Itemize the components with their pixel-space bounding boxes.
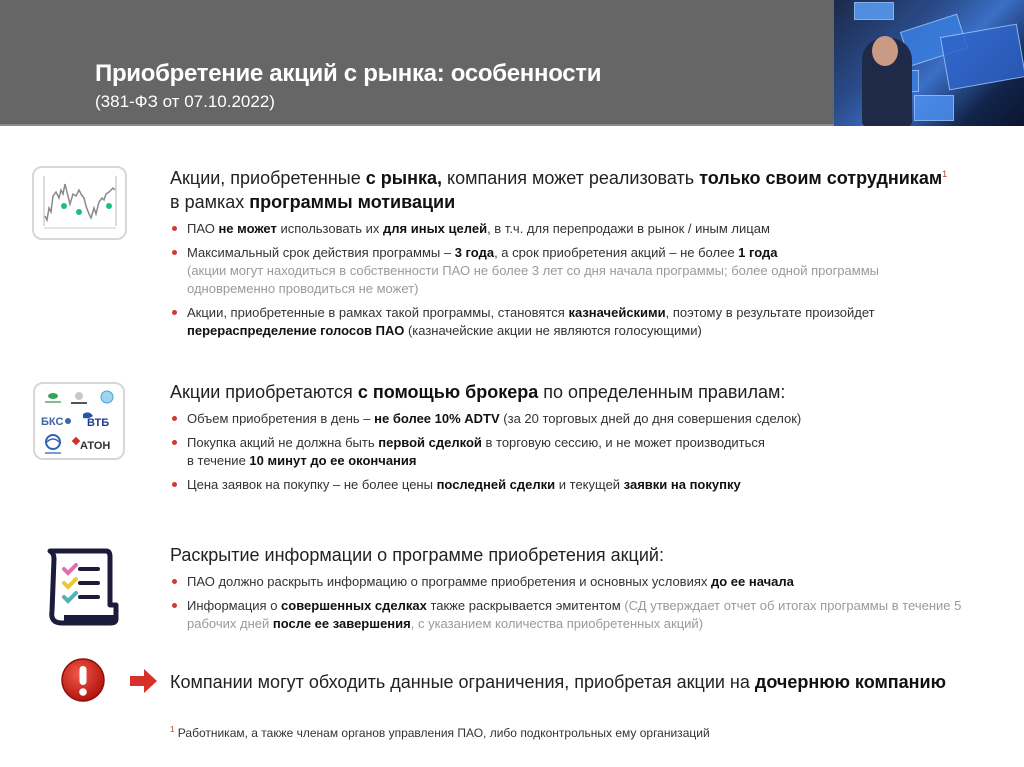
- emphasis-text: с помощью брокера: [357, 382, 539, 402]
- body-text: (казначейские акции не являются голосующими): [404, 323, 702, 338]
- emphasis-text: 10 минут до ее окончания: [249, 453, 417, 468]
- muted-note-text: (СД утверждает отчет об итогах программы в течение 5 рабочих дней: [187, 598, 962, 631]
- emphasis-text: программы мотивации: [249, 192, 456, 212]
- svg-text:БКС: БКС: [41, 416, 64, 428]
- body-text: Акции, приобретенные в рамках такой программы, становятся: [187, 305, 569, 320]
- section-market-acquisition: [170, 162, 960, 346]
- emphasis-text: заявки на покупку: [623, 477, 741, 492]
- emphasis-text: не более 10% ADTV: [374, 411, 500, 426]
- body-text: Объем приобретения в день –: [187, 411, 375, 426]
- exclamation-warning-icon: [60, 657, 106, 703]
- section-broker-rules: [170, 380, 960, 500]
- bullet-item: [170, 410, 960, 428]
- emphasis-text: для иных целей: [383, 221, 488, 236]
- footnote-text: Работникам, а также членам органов управления ПАО, либо подконтрольных ему организаций: [177, 726, 710, 740]
- broker-logos-icon: [33, 382, 125, 460]
- bullet-list: [170, 220, 960, 340]
- checklist-scroll-icon: [44, 545, 124, 627]
- body-text: в рамках: [170, 192, 250, 212]
- slide-header: [0, 0, 1024, 126]
- section-disclosure: [170, 543, 970, 639]
- section-lead: [170, 543, 970, 567]
- emphasis-text: 1 года: [738, 245, 778, 260]
- stock-exchange-photo: [834, 0, 1024, 126]
- svg-text:ВТБ: ВТБ: [87, 417, 110, 429]
- muted-note-text: (акции могут находиться в собственности ПАО не более 3 лет со дня начала программы; более одной программы одновременно проводиться не может): [187, 263, 879, 296]
- bullet-item: [170, 476, 960, 494]
- emphasis-text: совершенных сделках: [281, 598, 427, 613]
- body-text: по определенным правилам:: [538, 382, 786, 402]
- slide-title: Приобретение акций с рынка: особенности: [95, 60, 602, 87]
- emphasis-text: первой сделкой: [378, 435, 482, 450]
- body-text: в торговую сессию, и не может производиться: [481, 435, 765, 450]
- muted-note-text: , с указанием количества приобретенных акций): [410, 616, 704, 631]
- bullet-item: [170, 597, 970, 633]
- footnote: [170, 725, 710, 740]
- body-text: , поэтому в результате произойдет: [665, 305, 875, 320]
- body-text: и текущей: [555, 477, 624, 492]
- bullet-item: [170, 434, 960, 470]
- emphasis-text: последней сделки: [436, 477, 556, 492]
- bullet-item: [170, 573, 970, 591]
- body-text: компания может реализовать: [442, 168, 700, 188]
- body-text: использовать их: [276, 221, 384, 236]
- bullet-list: [170, 573, 970, 633]
- body-text: , в т.ч. для перепродажи в рынок / иным лицам: [487, 221, 770, 236]
- body-text: ПАО: [187, 221, 219, 236]
- body-text: Информация о: [187, 598, 282, 613]
- body-text: также раскрывается эмитентом: [426, 598, 625, 613]
- emphasis-text: после ее завершения: [272, 616, 411, 631]
- section-lead: [170, 162, 960, 214]
- body-text: ПАО должно раскрыть информацию о программе приобретения и основных условиях: [187, 574, 711, 589]
- body-text: , а срок приобретения акций – не более: [494, 245, 739, 260]
- bullet-item: [170, 220, 960, 238]
- emphasis-text: 3 года: [454, 245, 495, 260]
- footnote-ref: 1: [942, 169, 948, 179]
- bullet-list: [170, 410, 960, 494]
- warning-text-plain: Компании могут обходить данные ограничения, приобретая акции на: [170, 672, 755, 692]
- section-lead: [170, 380, 960, 404]
- body-text: Акции приобретаются: [170, 382, 358, 402]
- emphasis-text: перераспределение голосов ПАО: [187, 323, 405, 338]
- body-text: Раскрытие информации о программе приобретения акций:: [170, 545, 664, 565]
- body-text: Покупка акций не должна быть: [187, 435, 379, 450]
- emphasis-text: только своим сотрудникам: [699, 168, 943, 188]
- emphasis-text: казначейскими: [568, 305, 666, 320]
- body-text: (за 20 торговых дней до дня совершения сделок): [499, 411, 802, 426]
- svg-text:АТОН: АТОН: [80, 440, 111, 452]
- warning-text-bold: дочернюю компанию: [754, 672, 946, 692]
- emphasis-text: не может: [218, 221, 277, 236]
- body-text: Максимальный срок действия программы –: [187, 245, 455, 260]
- footnote-marker: 1: [170, 725, 175, 734]
- red-arrow-right-icon: [130, 668, 158, 694]
- bullet-item: [170, 304, 960, 340]
- warning-text: [170, 670, 990, 694]
- slide-subtitle: (381-ФЗ от 07.10.2022): [95, 92, 275, 111]
- body-text: в течение: [187, 453, 250, 468]
- body-text: Акции, приобретенные: [170, 168, 366, 188]
- stock-chart-icon: [32, 166, 127, 240]
- bullet-item: [170, 244, 960, 298]
- body-text: Цена заявок на покупку – не более цены: [187, 477, 437, 492]
- emphasis-text: с рынка,: [365, 168, 443, 188]
- emphasis-text: до ее начала: [711, 574, 794, 589]
